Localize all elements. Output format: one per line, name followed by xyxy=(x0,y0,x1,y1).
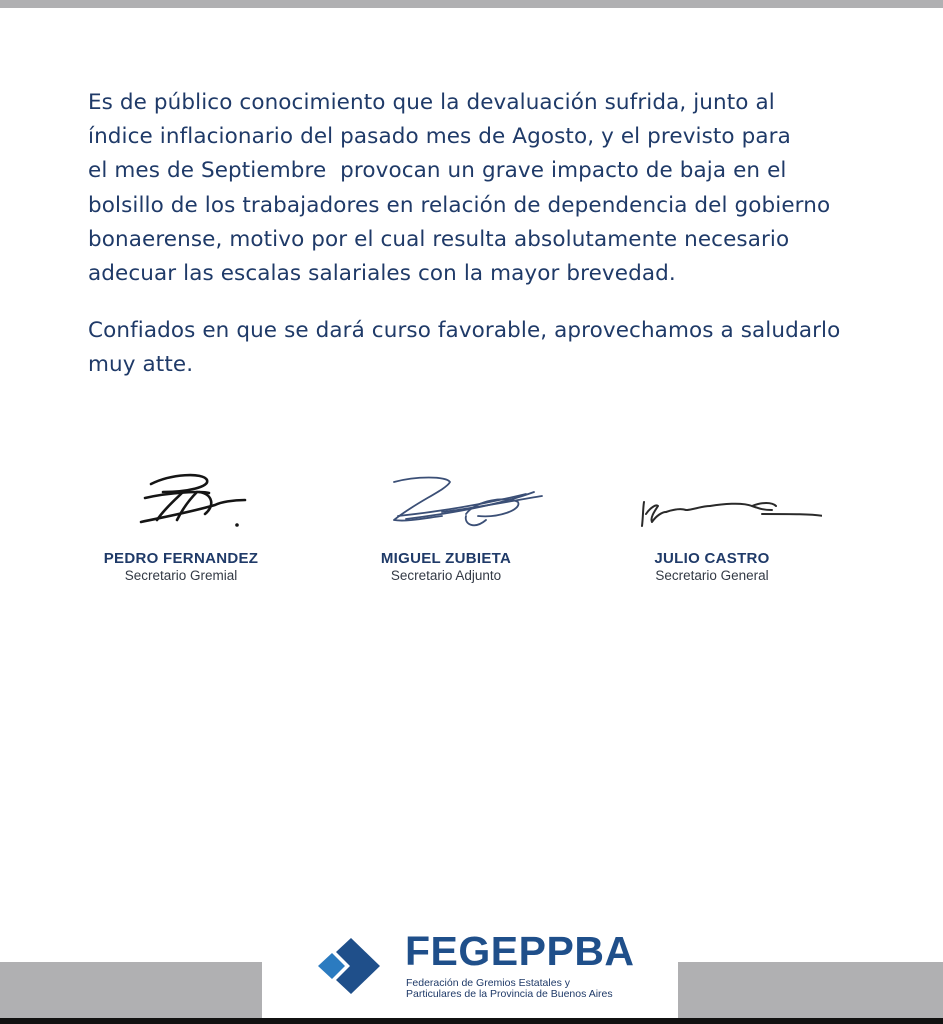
fegeppba-logo xyxy=(316,928,676,1008)
logo-subtitle xyxy=(406,978,666,1000)
logo-mark-icon xyxy=(316,936,388,1002)
text-line: adecuar las escalas salariales con la mayor brevedad. xyxy=(88,261,676,287)
paragraph-2 xyxy=(88,314,840,382)
text-line: Confiados en que se dará curso favorable, aprovechamos a saludarlo xyxy=(88,318,841,343)
signatory-name: PEDRO FERNANDEZ xyxy=(103,550,259,567)
signature-block-miguel-zubieta xyxy=(316,462,576,583)
text-line: muy atte. xyxy=(88,352,194,378)
signatory-role: Secretario General xyxy=(655,568,769,583)
text-line: bolsillo de los trabajadores en relación de dependencia del gobierno xyxy=(88,192,831,218)
signatory-role: Secretario Gremial xyxy=(124,568,238,583)
logo-subtitle-line: Federación de Gremios Estatales y xyxy=(406,977,570,989)
signature-julio-castro xyxy=(602,462,822,540)
footer-bar-left xyxy=(0,962,262,1018)
signature-block-pedro-fernandez xyxy=(51,462,311,583)
text-line: índice inflacionario del pasado mes de Agosto, y el previsto para xyxy=(88,124,791,150)
signatory-role: Secretario Adjunto xyxy=(390,568,502,583)
logo-title: FEGEPPBA xyxy=(405,928,635,974)
signature-miguel-zubieta xyxy=(346,462,546,540)
paragraph-1 xyxy=(88,86,878,291)
text-line: bonaerense, motivo por el cual resulta absolutamente necesario xyxy=(88,226,790,252)
top-bar xyxy=(0,0,943,8)
footer-bar-right xyxy=(678,962,943,1018)
letter-body xyxy=(88,86,878,378)
signatory-name: MIGUEL ZUBIETA xyxy=(380,550,512,567)
bottom-strip xyxy=(0,1018,943,1024)
signature-block-julio-castro xyxy=(582,462,842,583)
logo-subtitle-line: Particulares de la Provincia de Buenos Aires xyxy=(406,988,613,1000)
text-line: Es de público conocimiento que la devaluación sufrida, junto al xyxy=(88,90,775,115)
signatory-name: JULIO CASTRO xyxy=(654,550,770,567)
text-line: el mes de Septiembre provocan un grave impacto de baja en el xyxy=(88,158,787,184)
signature-pedro-fernandez xyxy=(111,462,251,540)
